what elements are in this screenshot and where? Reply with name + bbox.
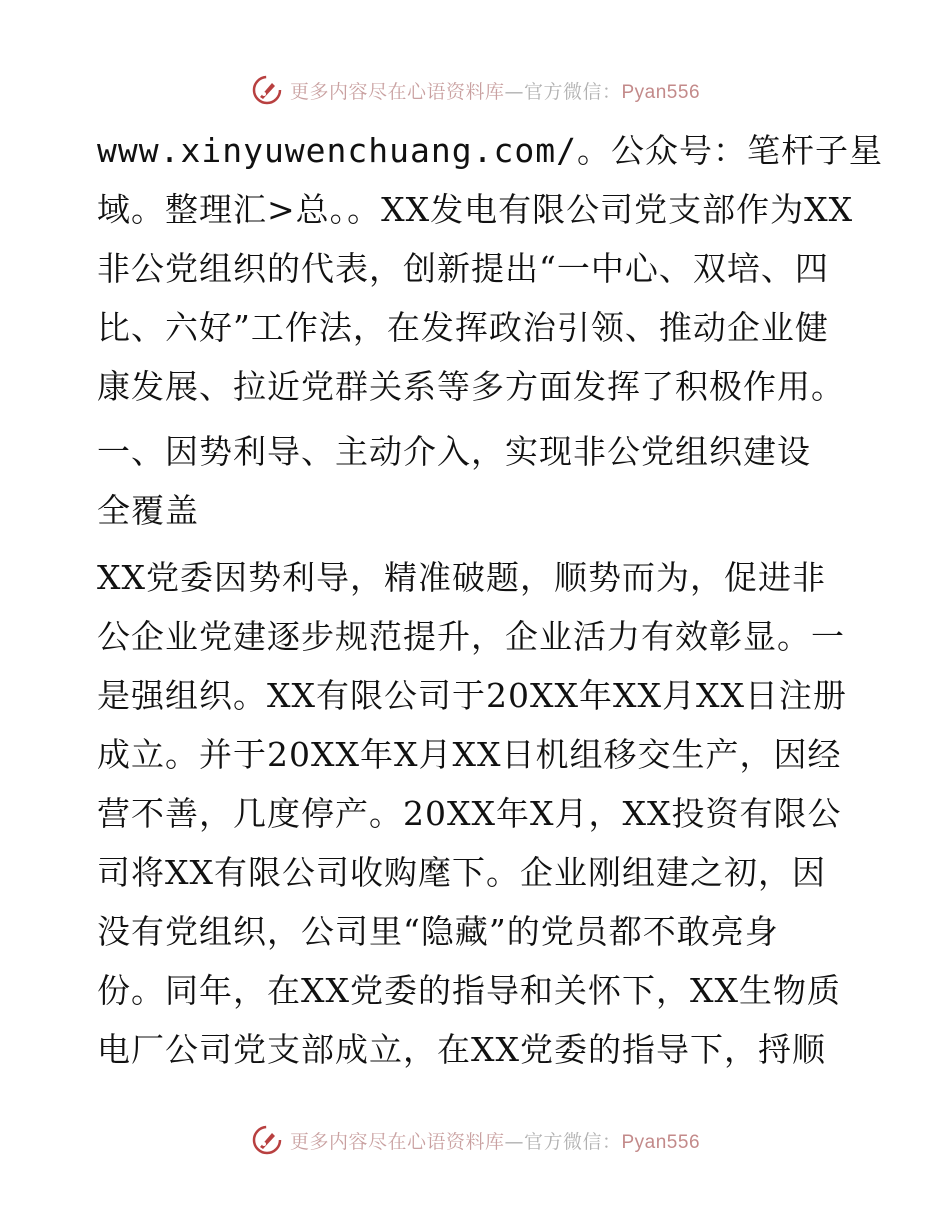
paragraph-body [97,548,857,1079]
document-body [97,121,883,1079]
text-line: 比、六好”工作法，在发挥政治引领、推动企业健 [97,308,829,347]
heading-line: 全覆盖 [97,491,199,530]
text-line: 域。整理汇>总。。XX发电有限公司党支部作为XX [97,190,854,229]
banner-main-text: 更多内容尽在心语资料库 [289,1130,505,1153]
section-heading [97,422,857,540]
pen-nib-logo-icon [250,73,284,107]
text-line: 成立。并于20XX年X月XX日机组移交生产，因经 [97,735,842,774]
banner-separator: — [504,80,524,103]
text-line: XX党委因势利导，精准破题，顺势而为，促进非 [97,558,826,597]
text-line: 是强组织。XX有限公司于20XX年XX月XX日注册 [97,676,847,715]
banner-main-text: 更多内容尽在心语资料库 [289,80,505,103]
banner-separator: — [504,1130,524,1153]
text-line: 康发展、拉近党群关系等多方面发挥了积极作用。 [97,367,845,406]
banner-text [290,77,700,104]
banner-wechat-label: 官方微信： [523,1130,622,1153]
paragraph-intro [97,121,883,416]
text-line: 份。同年，在XX党委的指导和关怀下，XX生物质 [97,971,841,1010]
banner-wechat-id: Pyan556 [621,81,701,103]
header-watermark-banner [0,70,950,110]
text-line: 电厂公司党支部成立，在XX党委的指导下，捋顺 [97,1030,826,1069]
banner-wechat-label: 官方微信： [523,80,622,103]
text-line: 没有党组织，公司里“隐藏”的党员都不敢亮身 [97,912,779,951]
pen-nib-logo-icon [250,1123,284,1157]
text-line: 营不善，几度停产。20XX年X月，XX投资有限公 [97,794,842,833]
heading-line: 一、因势利导、主动介入，实现非公党组织建设 [97,432,811,471]
text-line: 公企业党建逐步规范提升，企业活力有效彰显。一 [97,617,845,656]
banner-text [290,1127,700,1154]
banner-wechat-id: Pyan556 [621,1131,701,1153]
text-line: 司将XX有限公司收购麾下。企业刚组建之初，因 [97,853,826,892]
text-line: 非公党组织的代表，创新提出“一中心、双培、四 [97,249,829,288]
text-line: www.xinyuwenchuang.com/。公众号：笔杆子星 [97,131,883,170]
footer-watermark-banner [0,1120,950,1160]
